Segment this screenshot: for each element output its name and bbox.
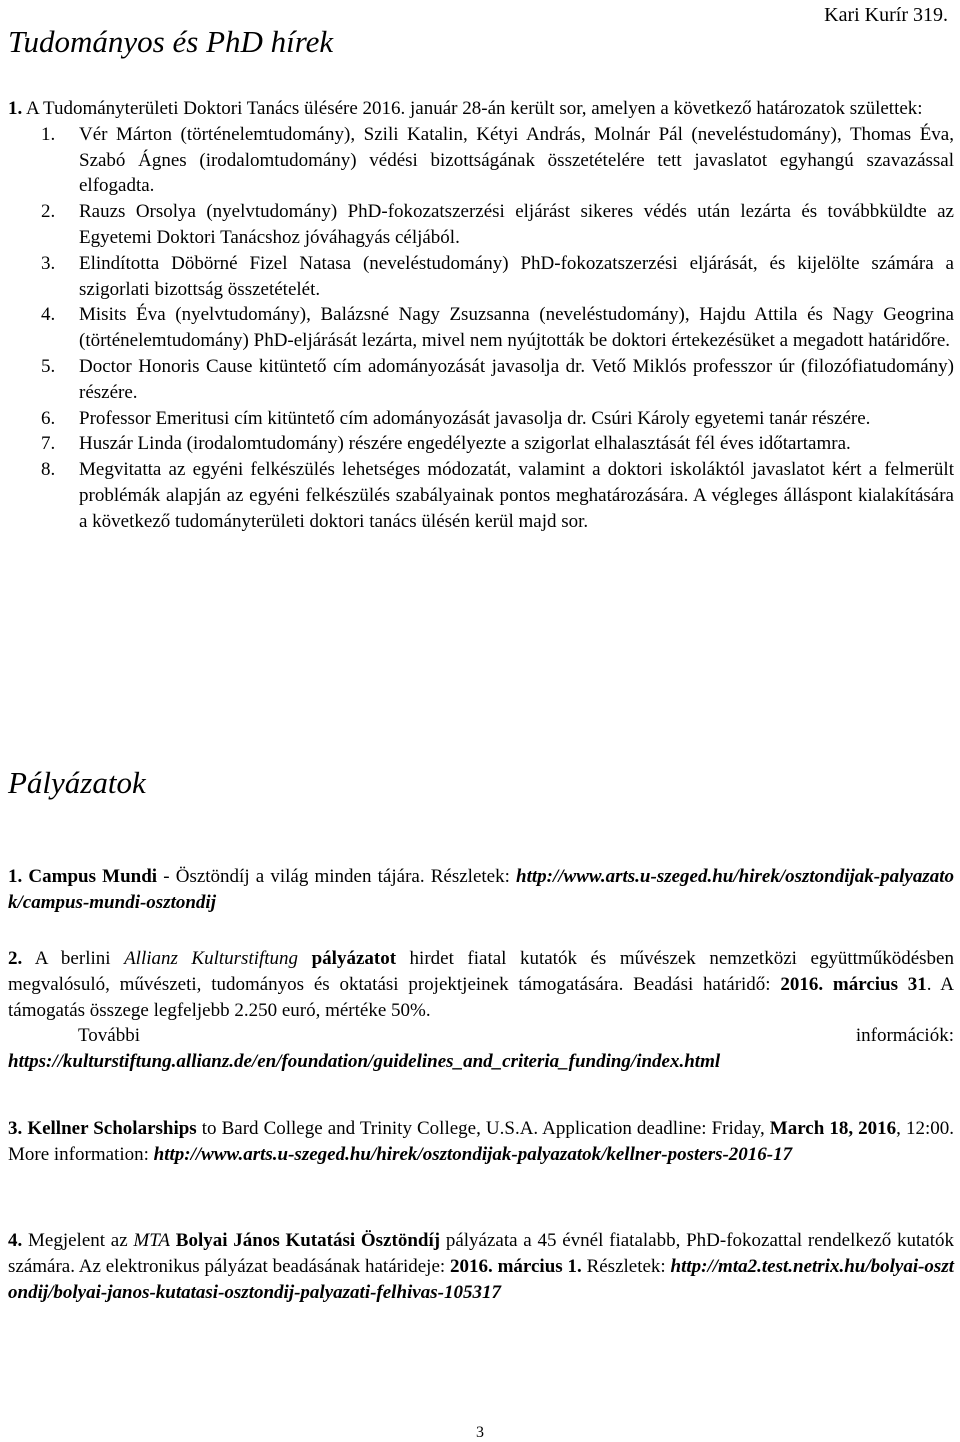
- decision-text: Huszár Linda (irodalomtudomány) részére engedélyezte a szigorlat elhalasztását fél éves időtartamra.: [79, 433, 851, 455]
- grant-2-text-2: [298, 948, 312, 969]
- decision-number: 1.: [41, 123, 56, 145]
- grant-3-text-2: , 12:00. More information:: [8, 1118, 954, 1165]
- intro-number: 1.: [8, 98, 23, 119]
- grant-1-name: Campus Mundi: [28, 866, 158, 887]
- grant-4-text-3: pályázata a 45 évnél fiatalabb, PhD-fokozattal rendelkező kutatók számára. Az elektronikus pályázat beadásának határideje:: [8, 1230, 955, 1277]
- grant-2-keyword: pályázatot: [311, 948, 397, 969]
- decision-text: Rauzs Orsolya (nyelvtudomány) PhD-fokozatszerzési eljárást sikeres védés után lezárta és továbbküldte az Egyetemi Doktori Tanácshoz jóváhagyás céljából.: [79, 201, 954, 248]
- grant-2-number: 2.: [8, 948, 23, 969]
- decision-number: 2.: [41, 201, 56, 223]
- decision-number: 6.: [41, 407, 56, 429]
- decision-number: 4.: [41, 304, 56, 326]
- decision-item: [8, 354, 954, 406]
- page-number: 3: [476, 1424, 484, 1441]
- grant-1: [8, 864, 954, 916]
- decisions-list: [8, 122, 954, 535]
- grant-2: [8, 946, 954, 1075]
- decision-text: Professor Emeritusi cím kitüntető cím adományozását javasolja dr. Csúri Károly egyetemi tanár részére.: [79, 407, 871, 429]
- grant-3-number: 3.: [8, 1118, 23, 1139]
- grant-4-number: 4.: [8, 1230, 23, 1251]
- grant-1-number: 1.: [8, 866, 23, 887]
- page-header-issue: Kari Kurír 319.: [824, 4, 948, 26]
- grant-3-text-1: to Bard College and Trinity College, U.S.A. Application deadline: Friday,: [196, 1118, 770, 1139]
- decision-item: [8, 302, 954, 354]
- grant-2-more-label: További információk:: [78, 1025, 954, 1047]
- decision-item: [8, 431, 954, 457]
- grant-4: [8, 1228, 954, 1305]
- grant-3-name: Kellner Scholarships: [27, 1118, 197, 1139]
- decision-text: Elindította Döbörné Fizel Natasa (neveléstudomány) PhD-fokozatszerzési eljárását, és kijelölte számára a szigorlati bizottság összetételét.: [79, 252, 954, 300]
- decision-item: [8, 122, 954, 199]
- decision-text: Misits Éva (nyelvtudomány), Balázsné Nagy Zsuzsanna (neveléstudomány), Hajdu Attila és Nagy Geogrina (történelemtudomány) PhD-eljárását lezárta, mivel nem nyújtották be doktori értekezésüket a megadott határidőre.: [79, 304, 954, 352]
- grant-4-link[interactable]: http://mta2.test.netrix.hu/bolyai-osztondij/bolyai-janos-kutatasi-osztondij-palyazati-felhivas-105317: [8, 1255, 954, 1303]
- decision-item: [8, 199, 954, 251]
- grants-section-title: Pályázatok: [8, 765, 146, 800]
- decision-text: Megvitatta az egyéni felkészülés lehetséges módozatát, valamint a doktori iskoláktól javaslatot kért a felmerült problémák alapján az egyéni felkészülés szabályainak pontos meghatározására. A végleges álláspont kialakítására a következő tudományterületi doktori tanács ülésén kerül majd sor.: [79, 459, 954, 532]
- news-section-title: Tudományos és PhD hírek: [8, 24, 334, 59]
- decision-number: 8.: [41, 459, 56, 481]
- grant-4-deadline: 2016. március 1.: [450, 1255, 582, 1277]
- grant-3: [8, 1116, 954, 1168]
- decision-text: Doctor Honoris Cause kitüntető cím adományozását javasolja dr. Vető Miklós professzor úr (filozófiatudomány) részére.: [79, 355, 954, 403]
- grant-3-link[interactable]: http://www.arts.u-szeged.hu/hirek/osztondijak-palyazatok/kellner-posters-2016-17: [153, 1143, 793, 1165]
- news-intro: [8, 96, 954, 122]
- grant-2-text-4: . A támogatás összege legfeljebb 2.250 euró, mértéke 50%.: [8, 973, 954, 1021]
- decision-text: Vér Márton (történelemtudomány), Szili Katalin, Kétyi András, Molnár Pál (neveléstudomány), Thomas Éva, Szabó Ágnes (irodalomtudomány) védési bizottságának összetételére tett javaslatot egyhangú szavazással elfogadta.: [79, 123, 954, 197]
- grant-2-link-row: [8, 1049, 954, 1075]
- grant-2-org: Allianz Kulturstiftung: [124, 948, 299, 969]
- grant-2-text-1: A berlini: [22, 948, 125, 969]
- decision-item: [8, 406, 954, 432]
- decision-number: 3.: [41, 252, 56, 274]
- grant-4-org: MTA: [133, 1230, 170, 1251]
- intro-text: A Tudományterületi Doktori Tanács ülésére 2016. január 28-án került sor, amelyen a következő határozatok születtek:: [25, 98, 923, 119]
- grant-4-name: Bolyai János Kutatási Ösztöndíj: [175, 1230, 441, 1251]
- grant-4-text-1: Megjelent az: [22, 1230, 134, 1251]
- grant-2-deadline: 2016. március 31: [780, 973, 927, 995]
- news-block: [8, 96, 954, 535]
- decision-number: 7.: [41, 433, 56, 455]
- grant-2-text-3: hirdet fiatal kutatók és művészek nemzetközi együttműködésben megvalósuló, művészeti, tudományos és oktatási projektjeinek támogatására. Beadási határidő:: [8, 948, 954, 995]
- decision-item: [8, 457, 954, 534]
- grant-1-text: - Ösztöndíj a világ minden tájára. Részletek:: [157, 866, 517, 887]
- decision-item: [8, 251, 954, 303]
- decision-number: 5.: [41, 355, 56, 377]
- grant-2-link[interactable]: https://kulturstiftung.allianz.de/en/foundation/guidelines_and_criteria_funding/index.html: [8, 1051, 721, 1073]
- grant-1-link[interactable]: http://www.arts.u-szeged.hu/hirek/osztondijak-palyazatok/campus-mundi-osztondij: [8, 866, 955, 913]
- grant-3-deadline: March 18, 2016: [769, 1118, 897, 1139]
- grant-4-more-label: Részletek:: [581, 1255, 671, 1277]
- grant-2-more: [8, 1023, 954, 1049]
